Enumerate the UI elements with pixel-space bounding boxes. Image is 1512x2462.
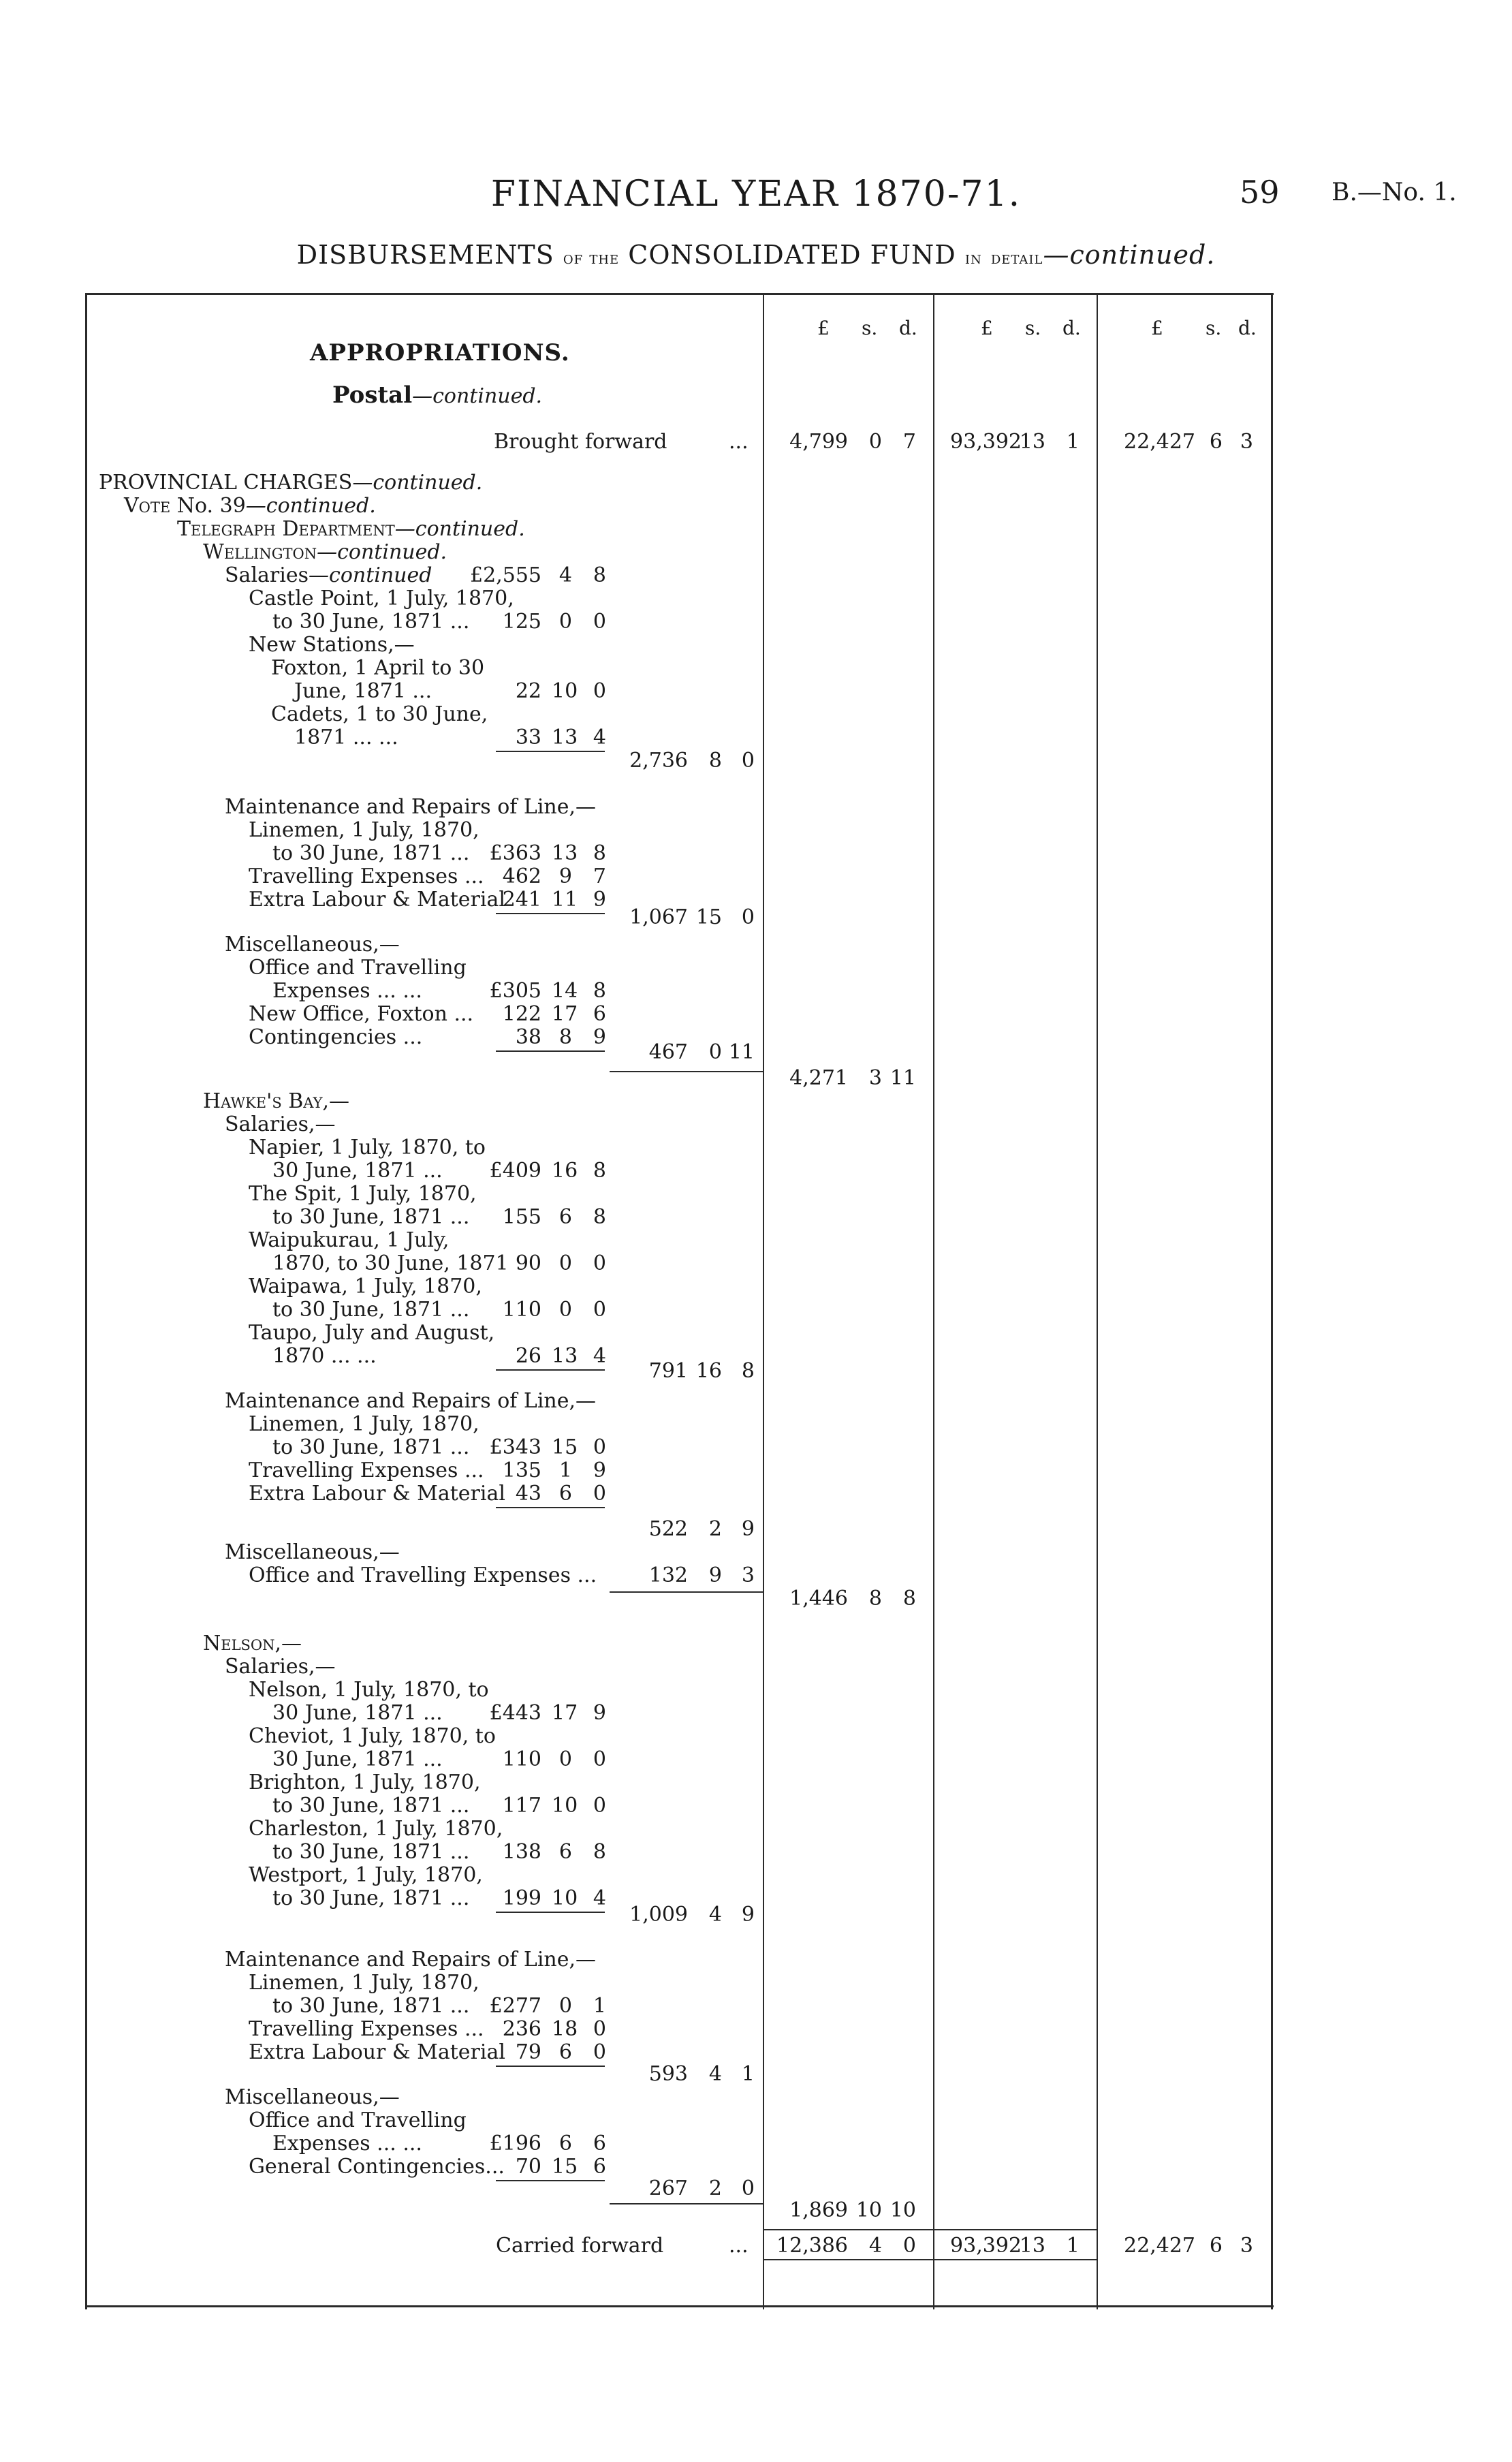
line-label: Linemen, 1 July, 1870, bbox=[249, 818, 479, 842]
line-label: 30 June, 1871 ... bbox=[272, 1159, 443, 1183]
line-amount-pounds: 462 bbox=[502, 864, 541, 888]
line-amount-shillings: 0 bbox=[558, 1298, 572, 1322]
line-amount-pence: 0 bbox=[593, 679, 606, 703]
line-label: Office and Travelling bbox=[249, 2108, 467, 2132]
line-amount-pence: 0 bbox=[593, 610, 606, 634]
line-amount-pounds: 79 bbox=[515, 2040, 541, 2064]
subtotal-shillings: 8 bbox=[708, 749, 722, 773]
line-amount-pence: 7 bbox=[593, 864, 606, 888]
line-label: The Spit, 1 July, 1870, bbox=[249, 1182, 477, 1206]
section-total-pounds: 4,271 bbox=[789, 1066, 848, 1090]
currency-shilling-header: s. bbox=[1025, 317, 1041, 339]
line-label: Taupo, July and August, bbox=[249, 1321, 495, 1345]
brought-forward-shillings: 0 bbox=[868, 430, 882, 454]
subtitle-part: in bbox=[964, 248, 982, 268]
currency-shilling-header: s. bbox=[862, 317, 878, 339]
line-label: Miscellaneous,— bbox=[225, 1540, 400, 1564]
line-label: Maintenance and Repairs of Line,— bbox=[225, 1948, 597, 1972]
document-reference: B.—No. 1. bbox=[1332, 178, 1457, 206]
line-label: to 30 June, 1871 ... bbox=[272, 1298, 470, 1322]
salaries-label bbox=[225, 564, 432, 587]
line-amount-shillings: 13 bbox=[552, 841, 578, 865]
line-label: Miscellaneous,— bbox=[225, 933, 400, 956]
subtotal-pence: 3 bbox=[741, 1563, 755, 1587]
line-label: to 30 June, 1871 ... bbox=[272, 610, 470, 634]
page-number: 59 bbox=[1240, 174, 1280, 211]
table-top-rule bbox=[85, 293, 1274, 295]
line-amount-pounds: £409 bbox=[489, 1159, 541, 1183]
currency-pence-header: d. bbox=[1238, 317, 1257, 339]
carried-forward-pence: 0 bbox=[902, 2234, 916, 2258]
line-amount-pounds: 199 bbox=[502, 1886, 541, 1910]
line-amount-shillings: 10 bbox=[552, 679, 578, 703]
subtotal-shillings: 2 bbox=[708, 1517, 722, 1541]
nelson-heading: Nelson,— bbox=[203, 1632, 302, 1655]
line-label: 30 June, 1871 ... bbox=[272, 1747, 443, 1771]
line-label: Waipukurau, 1 July, bbox=[249, 1228, 450, 1252]
line-amount-pence: 0 bbox=[593, 1794, 606, 1818]
subtotal-pounds: 1,009 bbox=[629, 1903, 688, 1927]
line-amount-pence: 0 bbox=[593, 2040, 606, 2064]
line-label: Linemen, 1 July, 1870, bbox=[249, 1971, 479, 1995]
line-amount-pounds: 110 bbox=[502, 1298, 541, 1322]
line-amount-pounds: 70 bbox=[515, 2155, 541, 2179]
line-amount-shillings: 6 bbox=[558, 2132, 572, 2155]
line-label: Expenses ... ... bbox=[272, 2132, 422, 2155]
provincial-continued: —continued. bbox=[352, 471, 483, 495]
carried-forward-shillings: 6 bbox=[1209, 2234, 1223, 2258]
carried-forward-pence: 1 bbox=[1066, 2234, 1080, 2258]
subtitle-part: DISBURSEMENTS bbox=[296, 240, 554, 270]
line-amount-pence: 4 bbox=[593, 726, 606, 749]
subtitle-part: CONSOLIDATED FUND bbox=[628, 240, 956, 270]
line-amount-shillings: 15 bbox=[552, 2155, 578, 2179]
telegraph-heading bbox=[177, 518, 525, 541]
page-subtitle bbox=[0, 240, 1512, 270]
line-amount-shillings: 6 bbox=[558, 1840, 572, 1864]
line-amount-pence: 8 bbox=[593, 979, 606, 1003]
line-amount-pence: 9 bbox=[593, 1025, 606, 1049]
line-amount-shillings: 13 bbox=[552, 726, 578, 749]
subtotal-rule bbox=[496, 1050, 605, 1052]
line-amount-pounds: 125 bbox=[502, 610, 541, 634]
wellington-heading bbox=[203, 541, 447, 564]
line-label: Miscellaneous,— bbox=[225, 2085, 400, 2109]
brought-forward-pounds: 4,799 bbox=[789, 430, 848, 454]
section-total-rule bbox=[610, 1591, 763, 1593]
line-amount-shillings: 15 bbox=[552, 1435, 578, 1459]
line-label: Brighton, 1 July, 1870, bbox=[249, 1771, 481, 1794]
subtotal-rule bbox=[496, 913, 605, 914]
carried-forward-pounds: 12,386 bbox=[776, 2234, 848, 2258]
line-amount-shillings: 8 bbox=[558, 1025, 572, 1049]
line-amount-shillings: 0 bbox=[558, 610, 572, 634]
column-divider bbox=[763, 293, 764, 2309]
column-divider bbox=[1097, 293, 1098, 2309]
subtotal-rule bbox=[496, 2066, 605, 2067]
line-amount-shillings: 10 bbox=[552, 1886, 578, 1910]
subtotal-pounds: 791 bbox=[648, 1359, 688, 1383]
line-label: New Stations,— bbox=[249, 633, 415, 657]
line-amount-pounds: 90 bbox=[515, 1251, 541, 1275]
brought-forward-pence: 7 bbox=[902, 430, 916, 454]
line-amount-shillings: 13 bbox=[552, 1344, 578, 1368]
subtotal-pence: 11 bbox=[728, 1040, 755, 1064]
brought-forward-shillings: 13 bbox=[1019, 430, 1045, 454]
line-amount-pence: 0 bbox=[593, 1251, 606, 1275]
subtotal-pence: 9 bbox=[741, 1903, 755, 1927]
line-amount-pounds: 236 bbox=[502, 2017, 541, 2041]
column-divider bbox=[933, 293, 934, 2309]
line-label: New Office, Foxton ... bbox=[249, 1002, 474, 1026]
line-label: Charleston, 1 July, 1870, bbox=[249, 1817, 503, 1841]
line-amount-shillings: 9 bbox=[558, 864, 572, 888]
telegraph-continued: —continued. bbox=[394, 517, 525, 541]
subtotal-pounds: 267 bbox=[648, 2177, 688, 2200]
line-amount-pounds: 155 bbox=[502, 1205, 541, 1229]
line-amount-pounds: 241 bbox=[502, 888, 541, 911]
subtotal-pence: 0 bbox=[741, 905, 755, 929]
table-left-rule bbox=[85, 293, 87, 2309]
line-label: General Contingencies... bbox=[249, 2155, 505, 2179]
line-amount-pence: 4 bbox=[593, 1344, 606, 1368]
carried-forward-rule bbox=[763, 2229, 1097, 2230]
line-amount-pounds: £2,555 bbox=[470, 563, 541, 587]
line-label: Travelling Expenses ... bbox=[249, 1459, 484, 1482]
carried-forward-label: Carried forward bbox=[496, 2234, 664, 2258]
line-amount-pence: 8 bbox=[593, 1840, 606, 1864]
line-amount-shillings: 4 bbox=[558, 563, 572, 587]
brought-forward-pence: 3 bbox=[1240, 430, 1253, 454]
line-label: Foxton, 1 April to 30 bbox=[271, 656, 485, 680]
subtotal-rule bbox=[496, 2180, 605, 2181]
line-amount-pence: 0 bbox=[593, 1747, 606, 1771]
subtitle-part: —continued. bbox=[1043, 240, 1216, 270]
line-label: to 30 June, 1871 ... bbox=[272, 1794, 470, 1818]
section-total-pence: 10 bbox=[889, 2198, 916, 2222]
section-total-pence: 11 bbox=[889, 1066, 916, 1090]
line-amount-pounds: 22 bbox=[515, 679, 541, 703]
postal-heading bbox=[332, 381, 542, 409]
carried-forward-shillings: 13 bbox=[1019, 2234, 1045, 2258]
vote-heading bbox=[124, 495, 376, 518]
carried-forward-pounds: 22,427 bbox=[1124, 2234, 1195, 2258]
line-amount-pounds: £363 bbox=[489, 841, 541, 865]
carried-forward-shillings: 4 bbox=[868, 2234, 882, 2258]
subtotal-shillings: 9 bbox=[708, 1563, 722, 1587]
salaries-continued: —continued bbox=[309, 563, 432, 587]
line-amount-shillings: 0 bbox=[558, 1994, 572, 2018]
line-amount-pounds: £196 bbox=[489, 2132, 541, 2155]
subtotal-shillings: 0 bbox=[708, 1040, 722, 1064]
line-amount-shillings: 11 bbox=[552, 888, 578, 911]
line-label: 1870 ... ... bbox=[272, 1344, 377, 1368]
carried-forward-pounds: 93,392 bbox=[950, 2234, 1022, 2258]
line-amount-pence: 8 bbox=[593, 841, 606, 865]
line-label: Castle Point, 1 July, 1870, bbox=[249, 587, 514, 610]
subtotal-rule bbox=[496, 1507, 605, 1508]
line-amount-pence: 6 bbox=[593, 1002, 606, 1026]
subtotal-pence: 1 bbox=[741, 2062, 755, 2086]
line-amount-pounds: 43 bbox=[515, 1482, 541, 1506]
line-amount-shillings: 6 bbox=[558, 1482, 572, 1506]
line-label: Maintenance and Repairs of Line,— bbox=[225, 1389, 597, 1413]
salaries-text: Salaries bbox=[225, 563, 309, 587]
line-label: Extra Labour & Material bbox=[249, 888, 505, 911]
hawkes-bay-heading: Hawke's Bay,— bbox=[203, 1089, 350, 1113]
carried-forward-pence: 3 bbox=[1240, 2234, 1253, 2258]
vote-continued: —continued. bbox=[245, 494, 376, 518]
subtotal-rule bbox=[496, 751, 605, 752]
line-label: to 30 June, 1871 ... bbox=[272, 1994, 470, 2018]
provincial-label: PROVINCIAL CHARGES bbox=[99, 471, 353, 495]
subtotal-pounds: 132 bbox=[648, 1563, 688, 1587]
line-label: 30 June, 1871 ... bbox=[272, 1701, 443, 1725]
line-amount-shillings: 6 bbox=[558, 1205, 572, 1229]
line-amount-pounds: £305 bbox=[489, 979, 541, 1003]
postal-label: Postal bbox=[332, 381, 413, 409]
appropriations-heading: APPROPRIATIONS. bbox=[310, 339, 570, 367]
brought-forward-shillings: 6 bbox=[1209, 430, 1223, 454]
brought-forward-dots: ... bbox=[729, 430, 749, 454]
line-label: 1871 ... ... bbox=[294, 726, 398, 749]
subtotal-pounds: 467 bbox=[648, 1040, 688, 1064]
wellington-continued: —continued. bbox=[317, 540, 447, 564]
carried-forward-rule bbox=[763, 2259, 1097, 2260]
subtotal-pounds: 2,736 bbox=[629, 749, 688, 773]
table-right-rule bbox=[1271, 293, 1273, 2309]
line-label: Extra Labour & Material bbox=[249, 1482, 505, 1506]
line-label: to 30 June, 1871 ... bbox=[272, 1886, 470, 1910]
brought-forward-pounds: 22,427 bbox=[1124, 430, 1195, 454]
line-amount-pence: 8 bbox=[593, 563, 606, 587]
line-amount-shillings: 16 bbox=[552, 1159, 578, 1183]
brought-forward-pounds: 93,392 bbox=[950, 430, 1022, 454]
section-total-shillings: 10 bbox=[855, 2198, 882, 2222]
line-amount-shillings: 1 bbox=[558, 1459, 572, 1482]
subtotal-pounds: 1,067 bbox=[629, 905, 688, 929]
line-label: Expenses ... ... bbox=[272, 979, 422, 1003]
line-amount-pence: 8 bbox=[593, 1205, 606, 1229]
line-amount-pence: 0 bbox=[593, 1482, 606, 1506]
line-amount-pence: 8 bbox=[593, 1159, 606, 1183]
brought-forward-label: Brought forward bbox=[494, 430, 667, 454]
subtotal-rule bbox=[496, 1912, 605, 1913]
line-amount-pence: 4 bbox=[593, 1886, 606, 1910]
line-label: Salaries,— bbox=[225, 1112, 336, 1136]
section-total-pounds: 1,446 bbox=[789, 1587, 848, 1610]
line-label: to 30 June, 1871 ... bbox=[272, 1435, 470, 1459]
line-amount-pence: 0 bbox=[593, 2017, 606, 2041]
section-total-rule bbox=[610, 1071, 763, 1072]
line-amount-pounds: 117 bbox=[502, 1794, 541, 1818]
subtotal-pence: 0 bbox=[741, 749, 755, 773]
line-label: Cheviot, 1 July, 1870, to bbox=[249, 1724, 496, 1748]
brought-forward-pence: 1 bbox=[1066, 430, 1080, 454]
carried-forward-dots: ... bbox=[729, 2234, 749, 2258]
subtotal-shillings: 15 bbox=[695, 905, 722, 929]
line-label: 1870, to 30 June, 1871 bbox=[272, 1251, 509, 1275]
line-label: to 30 June, 1871 ... bbox=[272, 1205, 470, 1229]
section-total-shillings: 3 bbox=[868, 1066, 882, 1090]
line-amount-pounds: 135 bbox=[502, 1459, 541, 1482]
currency-pound-header: £ bbox=[817, 317, 830, 339]
currency-pound-header: £ bbox=[981, 317, 993, 339]
line-label: Waipawa, 1 July, 1870, bbox=[249, 1275, 482, 1298]
line-amount-pence: 9 bbox=[593, 1459, 606, 1482]
wellington-label: Wellington bbox=[203, 540, 317, 564]
line-label: Cadets, 1 to 30 June, bbox=[271, 702, 488, 726]
line-label: Nelson, 1 July, 1870, to bbox=[249, 1678, 489, 1702]
subtotal-rule bbox=[496, 1369, 605, 1371]
line-amount-pence: 6 bbox=[593, 2132, 606, 2155]
line-label: Salaries,— bbox=[225, 1655, 336, 1679]
subtotal-pence: 0 bbox=[741, 2177, 755, 2200]
subtotal-shillings: 4 bbox=[708, 2062, 722, 2086]
section-total-rule bbox=[610, 2203, 763, 2204]
line-amount-shillings: 17 bbox=[552, 1701, 578, 1725]
page-title: FINANCIAL YEAR 1870-71. bbox=[490, 174, 1022, 215]
line-amount-pounds: 138 bbox=[502, 1840, 541, 1864]
subtitle-part: of the bbox=[563, 248, 620, 268]
telegraph-label: Telegraph Department bbox=[177, 517, 395, 541]
line-label: Travelling Expenses ... bbox=[249, 2017, 484, 2041]
line-amount-pounds: £343 bbox=[489, 1435, 541, 1459]
subtotal-pounds: 522 bbox=[648, 1517, 688, 1541]
section-total-pounds: 1,869 bbox=[789, 2198, 848, 2222]
line-amount-pence: 0 bbox=[593, 1298, 606, 1322]
line-label: Office and Travelling Expenses ... bbox=[249, 1563, 597, 1587]
line-amount-pence: 9 bbox=[593, 1701, 606, 1725]
line-label: Maintenance and Repairs of Line,— bbox=[225, 795, 597, 819]
subtitle-part: detail bbox=[990, 248, 1043, 268]
subtotal-pounds: 593 bbox=[648, 2062, 688, 2086]
line-label: Westport, 1 July, 1870, bbox=[249, 1863, 483, 1887]
line-label: June, 1871 ... bbox=[294, 679, 432, 703]
line-amount-pounds: 26 bbox=[515, 1344, 541, 1368]
table-bottom-rule bbox=[85, 2305, 1274, 2307]
currency-pence-header: d. bbox=[899, 317, 917, 339]
line-label: Linemen, 1 July, 1870, bbox=[249, 1412, 479, 1436]
line-amount-pounds: 38 bbox=[515, 1025, 541, 1049]
line-amount-pounds: £277 bbox=[489, 1994, 541, 2018]
line-amount-pounds: 33 bbox=[515, 726, 541, 749]
line-amount-shillings: 0 bbox=[558, 1747, 572, 1771]
subtotal-shillings: 2 bbox=[708, 2177, 722, 2200]
line-label: Travelling Expenses ... bbox=[249, 864, 484, 888]
section-total-shillings: 8 bbox=[868, 1587, 882, 1610]
vote-label: Vote bbox=[124, 494, 171, 518]
line-amount-shillings: 14 bbox=[552, 979, 578, 1003]
line-label: Napier, 1 July, 1870, to bbox=[249, 1136, 486, 1159]
line-label: to 30 June, 1871 ... bbox=[272, 1840, 470, 1864]
line-amount-pounds: 122 bbox=[502, 1002, 541, 1026]
line-amount-pence: 6 bbox=[593, 2155, 606, 2179]
line-amount-shillings: 6 bbox=[558, 2040, 572, 2064]
subtotal-shillings: 16 bbox=[695, 1359, 722, 1383]
line-amount-pounds: 110 bbox=[502, 1747, 541, 1771]
vote-number: No. 39 bbox=[170, 494, 246, 518]
line-amount-pence: 9 bbox=[593, 888, 606, 911]
line-amount-pounds: £443 bbox=[489, 1701, 541, 1725]
provincial-heading bbox=[99, 471, 482, 495]
postal-continued: —continued. bbox=[412, 384, 543, 408]
line-label: to 30 June, 1871 ... bbox=[272, 841, 470, 865]
line-amount-shillings: 18 bbox=[552, 2017, 578, 2041]
line-amount-pence: 0 bbox=[593, 1435, 606, 1459]
line-label: Office and Travelling bbox=[249, 956, 467, 980]
currency-pence-header: d. bbox=[1062, 317, 1081, 339]
line-amount-shillings: 10 bbox=[552, 1794, 578, 1818]
subtotal-pence: 9 bbox=[741, 1517, 755, 1541]
currency-pound-header: £ bbox=[1151, 317, 1163, 339]
line-amount-shillings: 0 bbox=[558, 1251, 572, 1275]
line-label: Extra Labour & Material bbox=[249, 2040, 505, 2064]
line-label: Contingencies ... bbox=[249, 1025, 423, 1049]
line-amount-shillings: 17 bbox=[552, 1002, 578, 1026]
subtotal-pence: 8 bbox=[741, 1359, 755, 1383]
subtotal-shillings: 4 bbox=[708, 1903, 722, 1927]
currency-shilling-header: s. bbox=[1206, 317, 1222, 339]
line-amount-pence: 1 bbox=[593, 1994, 606, 2018]
section-total-pence: 8 bbox=[902, 1587, 916, 1610]
